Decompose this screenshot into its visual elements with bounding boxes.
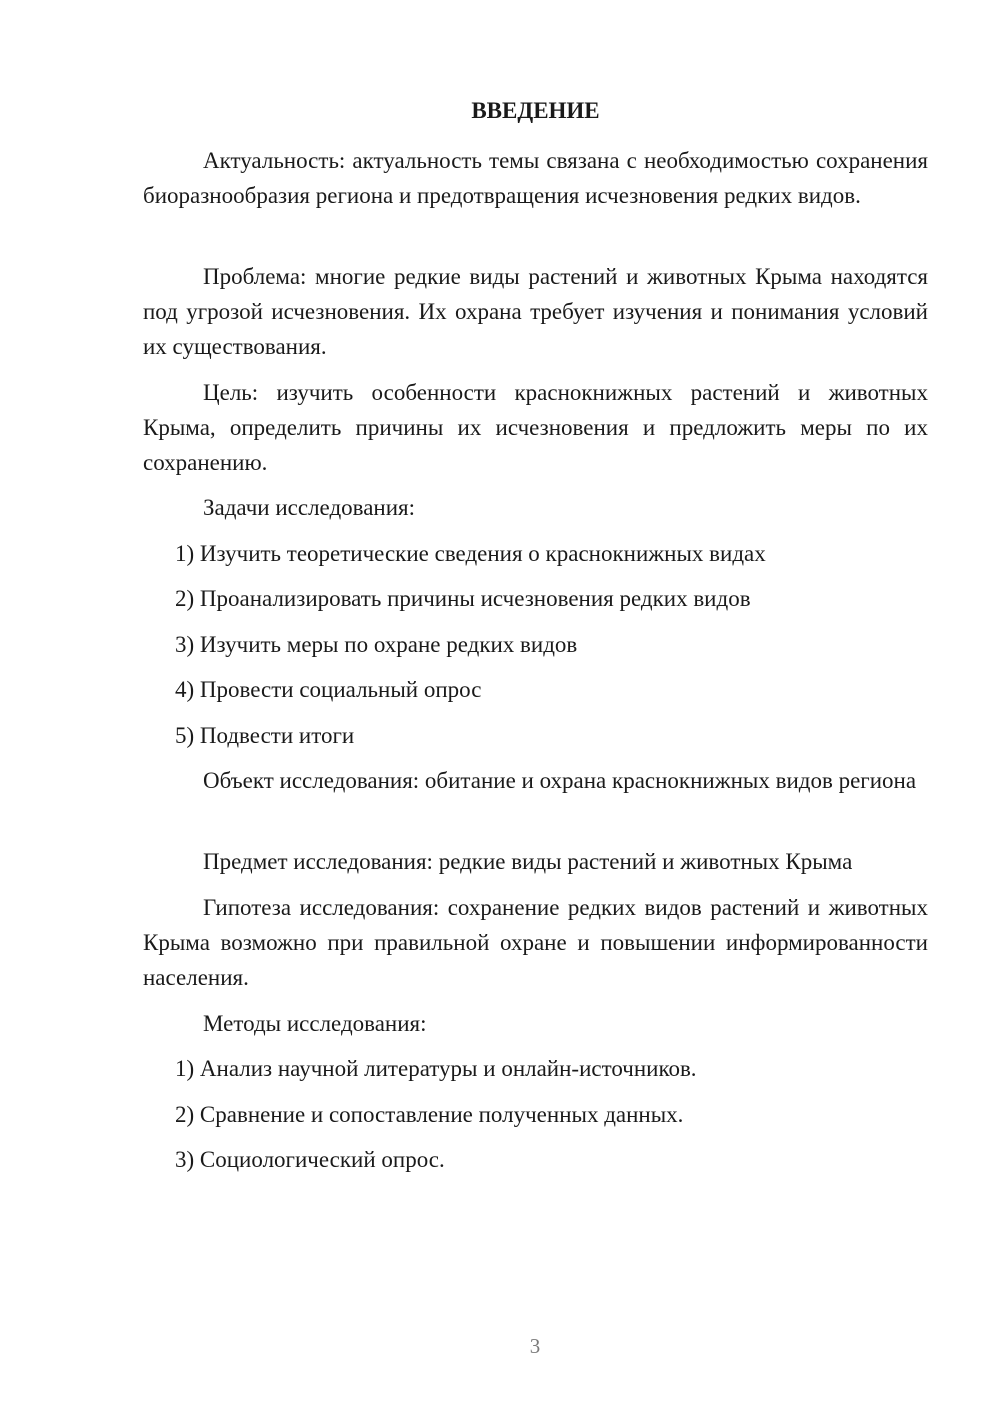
page-number: 3 xyxy=(529,1334,541,1358)
task-item: 4) Провести социальный опрос xyxy=(175,677,482,702)
object-paragraph: Объект исследования: обитание и охрана краснокнижных видов региона xyxy=(203,768,917,793)
relevance-paragraph: Актуальность: актуальность темы связана с необходимостью сохранения биоразнообразия региона и предотвращения исчезновения редких видов. xyxy=(143,148,928,208)
methods-title: Методы исследования: xyxy=(203,1011,427,1036)
subject-paragraph: Предмет исследования: редкие виды растений и животных Крыма xyxy=(203,849,853,874)
problem-paragraph: Проблема: многие редкие виды растений и животных Крыма находятся под угрозой исчезновения. Их охрана требует изучения и понимания условий их существования. xyxy=(143,264,928,359)
method-item: 2) Сравнение и сопоставление полученных данных. xyxy=(175,1102,684,1127)
goal-paragraph: Цель: изучить особенности краснокнижных растений и животных Крыма, определить причины их исчезновения и предложить меры по их сохранению. xyxy=(143,380,928,475)
method-item: 3) Социологический опрос. xyxy=(175,1147,445,1172)
tasks-title: Задачи исследования: xyxy=(203,495,416,520)
task-item: 2) Проанализировать причины исчезновения редких видов xyxy=(175,586,751,611)
hypothesis-paragraph: Гипотеза исследования: сохранение редких видов растений и животных Крыма возможно при правильной охране и повышении информированности населения. xyxy=(143,895,928,990)
task-item: 1) Изучить теоретические сведения о краснокнижных видах xyxy=(175,541,766,566)
method-item: 1) Анализ научной литературы и онлайн-источников. xyxy=(175,1056,697,1081)
section-heading: ВВЕДЕНИЕ xyxy=(471,98,600,123)
task-item: 5) Подвести итоги xyxy=(175,723,355,748)
task-item: 3) Изучить меры по охране редких видов xyxy=(175,632,578,657)
